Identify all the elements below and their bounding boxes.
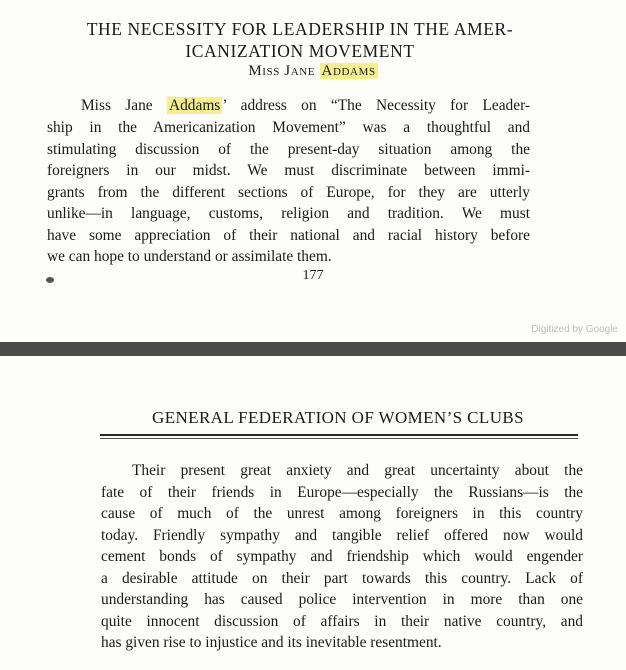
bottom-page-scan [0,356,626,670]
paragraph-line: has given rise to injustice and its inevitable resentment. [101,634,442,651]
article-title-line-1: THE NECESSITY FOR LEADERSHIP IN THE AMER- [86,19,514,39]
page-separator [0,342,626,356]
paragraph-line: cause of much of the unrest among foreigners in this country [101,505,583,522]
paragraph-line: foreigners in our midst. We must discriminate between immi- [47,162,530,179]
paragraph-line: fate of their friends in Europe—especially the Russians—is the [101,484,583,501]
header-rule [100,434,578,436]
article-author [0,63,626,80]
paragraph-line: understanding has caused police intervention in more than one [101,591,583,608]
header-rule-thin [100,438,578,439]
paragraph-line: Miss Jane Addams ’ address on “The Necessity for Leader- [81,97,531,114]
paragraph-line: quite innocent discussion of affairs in their native country, and [101,613,583,630]
paragraph-line: unlike—in language, customs, religion and tradition. We must [47,205,530,222]
author-name-prefix: Miss Jane [248,63,316,79]
running-header: GENERAL FEDERATION OF WOMEN’S CLUBS [152,408,524,427]
paragraph-line: we can hope to understand or assimilate them. [47,248,332,265]
paragraph-line: a desirable attitude on their part towards this country. Lack of [101,570,583,587]
search-highlight: Addams [169,97,221,114]
author-surname-highlight: Addams [321,63,376,79]
paragraph-line: cement bonds of sympathy and friendship which would engender [101,548,583,565]
article-title-line-2: ICANIZATION MOVEMENT [185,41,415,61]
digitized-watermark: Digitized by Google [531,324,618,335]
paragraph-line: today. Friendly sympathy and tangible relief offered now would [101,527,583,544]
paragraph-line: grants from the different sections of Europe, for they are utterly [47,184,530,201]
paragraph-line: ship in the Americanization Movement” was a thoughtful and [47,119,530,136]
paragraph-line: Their present great anxiety and great uncertainty about the [132,462,583,479]
paragraph-line: have some appreciation of their national and racial history before [47,227,530,244]
page-number: 177 [302,268,324,283]
paragraph-line: stimulating discussion of the present-day situation among the [47,141,530,158]
